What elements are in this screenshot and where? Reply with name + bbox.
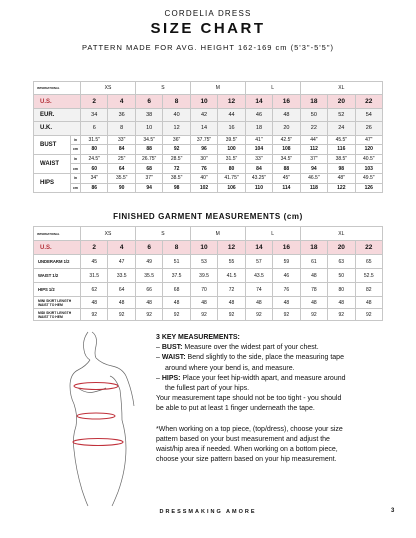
hips-in: 46.5": [300, 173, 327, 183]
bust-in: 47": [355, 135, 382, 145]
hips-cm: 122: [328, 183, 355, 193]
us-size-row: [34, 95, 383, 108]
midi-skirt-label: MIDI SKIRT LENGTH WAIST TO HEM: [34, 309, 81, 321]
hips-cm: 118: [300, 183, 327, 193]
uk-size: 16: [218, 122, 245, 135]
mini-skirt-value: 48: [163, 297, 190, 309]
waist-cm: 80: [218, 164, 245, 174]
hips-note: – HIPS: Place your feet hip-width apart, and measure around: [156, 374, 346, 382]
unit-in: in: [71, 154, 81, 164]
waist-in: 31.5": [218, 154, 245, 164]
bust-cm: 120: [355, 145, 382, 155]
eur-size: 50: [300, 108, 327, 121]
underarm-value: 59: [273, 255, 300, 269]
hips-value: 76: [273, 283, 300, 297]
intl-size: XL: [300, 227, 382, 241]
bust-in: 39.5": [218, 135, 245, 145]
uk-size: 8: [108, 122, 135, 135]
waist-value: 33.5: [108, 269, 135, 283]
hips-tape: [73, 439, 123, 446]
waist-value: 41.5: [218, 269, 245, 283]
waist-tape: [77, 413, 115, 419]
underarm-value: 49: [135, 255, 162, 269]
waist-value: 37.5: [163, 269, 190, 283]
intl-size-row: [34, 82, 383, 95]
top-note-3: waist/hip area if needed. When working on a bottom piece,: [156, 446, 338, 454]
eur-size: 38: [135, 108, 162, 121]
waist-value: 43.5: [245, 269, 272, 283]
hips-in: 41.75": [218, 173, 245, 183]
underarm-value: 57: [245, 255, 272, 269]
intl-size: XS: [81, 227, 136, 241]
uk-size: 6: [81, 122, 108, 135]
midi-skirt-value: 92: [273, 309, 300, 321]
hips-in: 49.5": [355, 173, 382, 183]
underarm-value: 45: [81, 255, 108, 269]
garment-section-title: FINISHED GARMENT MEASUREMENTS (cm): [113, 212, 303, 221]
midi-skirt-value: 92: [190, 309, 217, 321]
midi-skirt-value: 92: [245, 309, 272, 321]
waist-in: 38.5": [328, 154, 355, 164]
garment-waist-row: [34, 269, 383, 283]
eur-size-row: [34, 108, 383, 121]
midi-skirt-value: 92: [81, 309, 108, 321]
underarm-value: 47: [108, 255, 135, 269]
hips-cm: 102: [190, 183, 217, 193]
hips-cm-row: [34, 183, 383, 193]
bust-cm: 108: [273, 145, 300, 155]
hips-label: HIPS 1/2: [34, 283, 81, 297]
hips-value: 68: [163, 283, 190, 297]
waist-value: 31.5: [81, 269, 108, 283]
bust-text: Measure over the widest part of your chest.: [184, 344, 319, 352]
hips-in: 37": [135, 173, 162, 183]
mini-skirt-value: 48: [300, 297, 327, 309]
waist-in: 37": [300, 154, 327, 164]
measuring-tape-lines: [73, 383, 123, 446]
waist-cm: 76: [190, 164, 217, 174]
body-size-chart-table: [33, 81, 383, 193]
bust-in: 45.5": [328, 135, 355, 145]
us-size: 8: [163, 241, 190, 255]
midi-skirt-value: 92: [108, 309, 135, 321]
intl-size: M: [190, 227, 245, 241]
intl-label: INTERNATIONAL: [34, 227, 81, 241]
garment-hips-row: [34, 283, 383, 297]
mini-skirt-row: [34, 297, 383, 309]
waist-cm: 88: [273, 164, 300, 174]
waist-cm: 84: [245, 164, 272, 174]
bust-note: – BUST: Measure over the widest part of your chest.: [156, 344, 319, 352]
us-size: 6: [135, 95, 162, 108]
hips-cm: 94: [135, 183, 162, 193]
hips-cm: 90: [108, 183, 135, 193]
eur-size: 48: [273, 108, 300, 121]
midi-skirt-value: 92: [300, 309, 327, 321]
us-size: 12: [218, 95, 245, 108]
notes-heading: 3 KEY MEASUREMENTS:: [156, 334, 240, 341]
us-size: 18: [300, 241, 327, 255]
eur-size: 42: [190, 108, 217, 121]
midi-skirt-value: 92: [355, 309, 382, 321]
midi-skirt-row: [34, 309, 383, 321]
waist-cm: 103: [355, 164, 382, 174]
hips-text-cont: the fullest part of your hips.: [165, 385, 250, 393]
midi-skirt-value: 92: [135, 309, 162, 321]
top-note-1: *When working on a top piece, (top/dress), choose your size: [156, 425, 343, 433]
eur-size: 34: [81, 108, 108, 121]
waist-in: 24.5": [81, 154, 108, 164]
mini-skirt-value: 48: [328, 297, 355, 309]
us-size: 14: [245, 241, 272, 255]
bust-in-row: [34, 135, 383, 145]
intl-size: XL: [300, 82, 382, 95]
mini-skirt-label: MINI SKIRT LENGTH WAIST TO HEM: [34, 297, 81, 309]
bust-in: 33": [108, 135, 135, 145]
us-size: 20: [328, 95, 355, 108]
eur-size: 44: [218, 108, 245, 121]
hips-cm: 110: [245, 183, 272, 193]
waist-value: 46: [273, 269, 300, 283]
bust-in: 44": [300, 135, 327, 145]
hips-value: 78: [300, 283, 327, 297]
unit-cm: cm: [71, 145, 81, 155]
uk-size: 26: [355, 122, 382, 135]
hips-cm: 86: [81, 183, 108, 193]
hips-in: 38.5": [163, 173, 190, 183]
waist-in: 34.5": [273, 154, 300, 164]
hips-label: HIPS: [34, 173, 71, 192]
underarm-value: 51: [163, 255, 190, 269]
intl-size: S: [135, 82, 190, 95]
hips-value: 74: [245, 283, 272, 297]
waist-in: 28.5": [163, 154, 190, 164]
bust-label: BUST: [34, 135, 71, 154]
bust-cm: 84: [108, 145, 135, 155]
bust-term: BUST:: [161, 344, 183, 352]
waist-value: 52.5: [355, 269, 382, 283]
hips-cm: 106: [218, 183, 245, 193]
mini-skirt-value: 48: [245, 297, 272, 309]
hips-value: 82: [355, 283, 382, 297]
us-size: 18: [300, 95, 327, 108]
waist-value: 39.5: [190, 269, 217, 283]
garment-measurements-table: [33, 226, 383, 321]
us-size: 6: [135, 241, 162, 255]
waist-term: WAIST:: [161, 354, 186, 362]
page-number: 3: [391, 508, 395, 514]
eur-size: 36: [108, 108, 135, 121]
us-size: 14: [245, 95, 272, 108]
waist-in: 33": [245, 154, 272, 164]
page-subtitle: PATTERN MADE FOR AVG. HEIGHT 162-169 cm (5'3"-5'5"): [81, 43, 334, 52]
unit-cm: cm: [71, 183, 81, 193]
hips-in: 35.5": [108, 173, 135, 183]
waist-in: 40.5": [355, 154, 382, 164]
hips-value: 72: [218, 283, 245, 297]
mini-skirt-value: 48: [81, 297, 108, 309]
midi-skirt-value: 92: [218, 309, 245, 321]
bust-cm: 88: [135, 145, 162, 155]
waist-label: WAIST 1/2: [34, 269, 81, 283]
uk-size: 20: [273, 122, 300, 135]
bust-cm: 80: [81, 145, 108, 155]
eur-size: 46: [245, 108, 272, 121]
uk-size: 12: [163, 122, 190, 135]
unit-in: in: [71, 173, 81, 183]
us-size: 16: [273, 95, 300, 108]
bust-cm: 92: [163, 145, 190, 155]
bust-cm: 116: [328, 145, 355, 155]
eur-size: 52: [328, 108, 355, 121]
hips-value: 70: [190, 283, 217, 297]
underarm-value: 55: [218, 255, 245, 269]
intl-label: INTERNATIONAL: [34, 82, 81, 95]
us-size: 10: [190, 241, 217, 255]
intl-size: S: [135, 227, 190, 241]
midi-skirt-value: 92: [328, 309, 355, 321]
waist-in-row: [34, 154, 383, 164]
tape-note-2: be able to put at least 1 finger underneath the tape.: [156, 405, 315, 413]
waist-cm: 64: [108, 164, 135, 174]
underarm-value: 63: [328, 255, 355, 269]
hips-cm: 126: [355, 183, 382, 193]
intl-size: L: [245, 227, 300, 241]
us-size: 4: [108, 95, 135, 108]
hips-value: 62: [81, 283, 108, 297]
midi-skirt-value: 92: [163, 309, 190, 321]
mini-skirt-value: 48: [108, 297, 135, 309]
underarm-value: 65: [355, 255, 382, 269]
waist-in: 26.75": [135, 154, 162, 164]
page-title: SIZE CHART: [150, 20, 266, 37]
us-size: 22: [355, 95, 382, 108]
underarm-row: [34, 255, 383, 269]
bust-cm: 96: [190, 145, 217, 155]
hips-in: 40": [190, 173, 217, 183]
uk-size: 22: [300, 122, 327, 135]
hips-in: 48": [328, 173, 355, 183]
bust-cm: 100: [218, 145, 245, 155]
hips-in-row: [34, 173, 383, 183]
underarm-value: 61: [300, 255, 327, 269]
bust-in: 41": [245, 135, 272, 145]
intl-size: XS: [81, 82, 136, 95]
hips-cm: 98: [163, 183, 190, 193]
us-size: 16: [273, 241, 300, 255]
uk-size: 14: [190, 122, 217, 135]
us-size: 20: [328, 241, 355, 255]
waist-label: WAIST: [34, 154, 71, 173]
us-label: U.S.: [34, 241, 81, 255]
waist-note: – WAIST: Bend slightly to the side, place the measuring tape: [156, 354, 344, 362]
mini-skirt-value: 48: [273, 297, 300, 309]
us-label: U.S.: [34, 95, 81, 108]
hips-in: 34": [81, 173, 108, 183]
waist-cm-row: [34, 164, 383, 174]
hips-text: Place your feet hip-width apart, and measure around: [182, 374, 346, 382]
underarm-label: UNDERARM 1/2: [34, 255, 81, 269]
mini-skirt-value: 48: [190, 297, 217, 309]
eur-label: EUR.: [34, 108, 81, 121]
unit-cm: cm: [71, 164, 81, 174]
intl-size: M: [190, 82, 245, 95]
footer-brand: DRESSMAKING AMORE: [159, 509, 257, 515]
uk-size-row: [34, 122, 383, 135]
waist-text: Bend slightly to the side, place the measuring tape: [187, 354, 344, 362]
bust-in: 36": [163, 135, 190, 145]
waist-in: 25": [108, 154, 135, 164]
top-note-4: choose your size pattern based on your hip measurement.: [156, 456, 337, 464]
hips-value: 66: [135, 283, 162, 297]
hips-value: 64: [108, 283, 135, 297]
waist-cm: 68: [135, 164, 162, 174]
bust-in: 37.75": [190, 135, 217, 145]
us-size: 4: [108, 241, 135, 255]
hips-term: HIPS:: [161, 374, 181, 382]
bust-in: 34.5": [135, 135, 162, 145]
underarm-value: 53: [190, 255, 217, 269]
waist-cm: 72: [163, 164, 190, 174]
us-size: 12: [218, 241, 245, 255]
top-note-2: pattern based on your bust measurement and adjust the: [156, 435, 330, 443]
us-size: 2: [81, 95, 108, 108]
eur-size: 54: [355, 108, 382, 121]
mini-skirt-value: 48: [135, 297, 162, 309]
waist-cm: 94: [300, 164, 327, 174]
garment-us-row: [34, 241, 383, 255]
bust-in: 42.5": [273, 135, 300, 145]
uk-size: 24: [328, 122, 355, 135]
bust-cm-row: [34, 145, 383, 155]
tape-note-1: Your measurement tape should not be too tight - you should: [156, 395, 342, 403]
hips-cm: 114: [273, 183, 300, 193]
bust-cm: 104: [245, 145, 272, 155]
us-size: 10: [190, 95, 217, 108]
bust-in: 31.5": [81, 135, 108, 145]
garment-intl-row: [34, 227, 383, 241]
waist-cm: 60: [81, 164, 108, 174]
bust-cm: 112: [300, 145, 327, 155]
unit-in: in: [71, 135, 81, 145]
uk-label: U.K.: [34, 122, 81, 135]
uk-size: 18: [245, 122, 272, 135]
mini-skirt-value: 48: [355, 297, 382, 309]
bust-tape: [74, 383, 118, 390]
eur-size: 40: [163, 108, 190, 121]
waist-value: 48: [300, 269, 327, 283]
waist-text-cont: around where your bend is, and measure.: [165, 364, 295, 372]
measurement-notes: [156, 333, 386, 465]
waist-cm: 98: [328, 164, 355, 174]
waist-value: 35.5: [135, 269, 162, 283]
us-size: 2: [81, 241, 108, 255]
hips-value: 80: [328, 283, 355, 297]
hips-in: 45": [273, 173, 300, 183]
uk-size: 10: [135, 122, 162, 135]
hips-in: 43.25": [245, 173, 272, 183]
waist-value: 50: [328, 269, 355, 283]
us-size: 22: [355, 241, 382, 255]
body-measurement-figure: [60, 330, 150, 508]
dress-name: CORDELIA DRESS: [164, 9, 252, 18]
mini-skirt-value: 48: [218, 297, 245, 309]
intl-size: L: [245, 82, 300, 95]
us-size: 8: [163, 95, 190, 108]
waist-in: 30": [190, 154, 217, 164]
